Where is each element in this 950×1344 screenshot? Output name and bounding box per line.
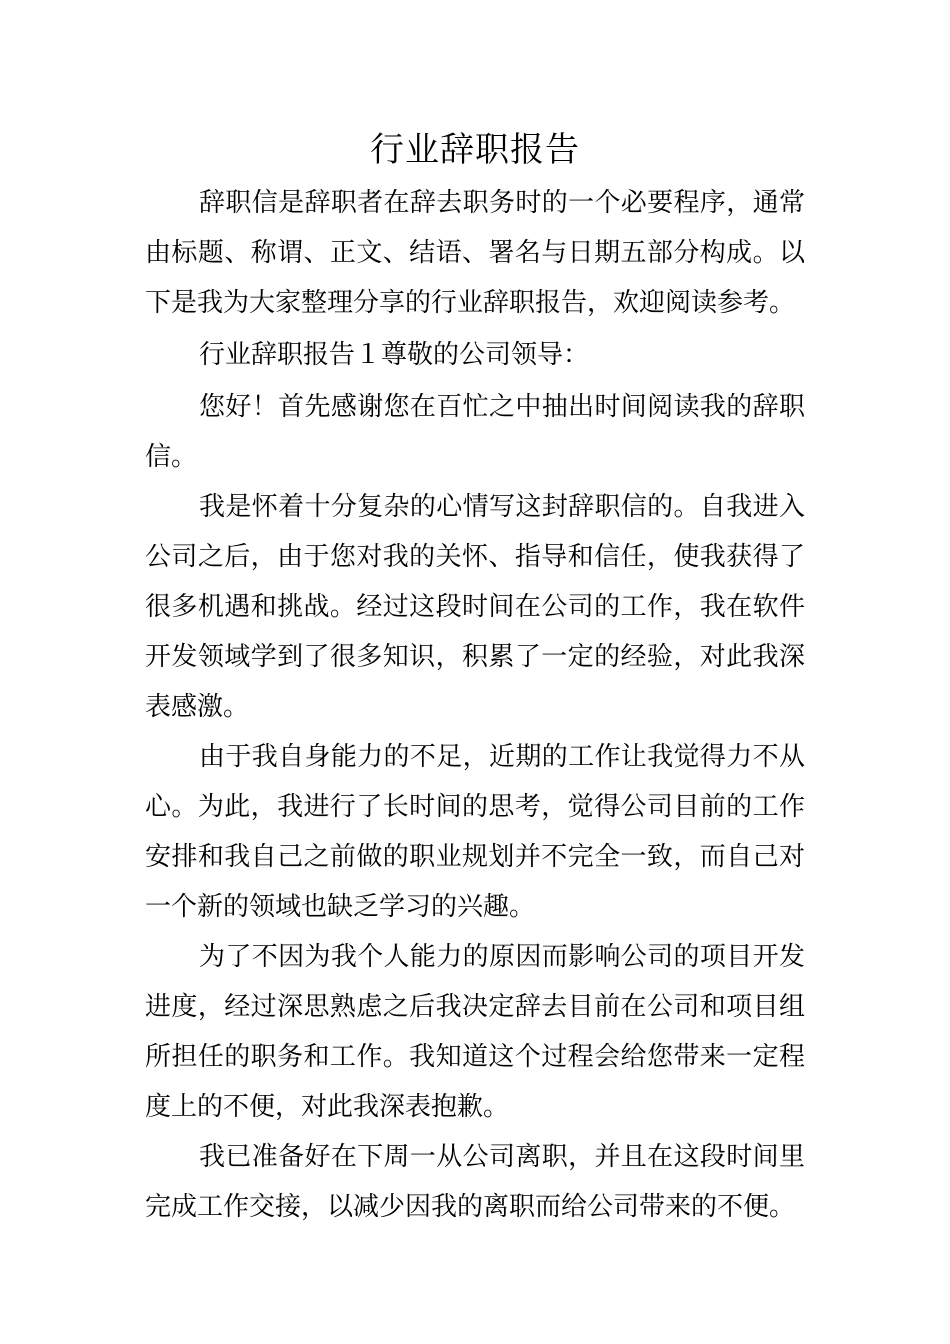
body-paragraph-3: 为了不因为我个人能力的原因而影响公司的项目开发进度，经过深思熟虑之后我决定辞去目前在公司和项目组所担任的职务和工作。我知道这个过程会给您带来一定程度上的不便，对此我深表抱歉。 [145, 942, 805, 1122]
document-title: 行业辞职报告 [370, 130, 580, 170]
intro-paragraph: 辞职信是辞职者在辞去职务时的一个必要程序，通常由标题、称谓、正文、结语、署名与日期五部分构成。以下是我为大家整理分享的行业辞职报告，欢迎阅读参考。 [145, 188, 805, 318]
body-paragraph-2: 由于我自身能力的不足，近期的工作让我觉得力不从心。为此，我进行了长时间的思考，觉得公司目前的工作安排和我自己之前做的职业规划并不完全一致，而自己对一个新的领域也缺乏学习的兴趣。 [145, 742, 805, 922]
body-paragraph-1: 我是怀着十分复杂的心情写这封辞职信的。自我进入公司之后，由于您对我的关怀、指导和信任，使我获得了很多机遇和挑战。经过这段时间在公司的工作，我在软件开发领域学到了很多知识，积累了一定的经验，对此我深表感激。 [145, 492, 805, 722]
greeting-paragraph: 您好！首先感谢您在百忙之中抽出时间阅读我的辞职信。 [145, 392, 805, 472]
body-paragraph-4: 我已准备好在下周一从公司离职，并且在这段时间里完成工作交接，以减少因我的离职而给公司带来的不便。 [145, 1142, 805, 1222]
salutation-paragraph: 行业辞职报告１尊敬的公司领导： [199, 340, 590, 370]
document-body [145, 178, 805, 1232]
